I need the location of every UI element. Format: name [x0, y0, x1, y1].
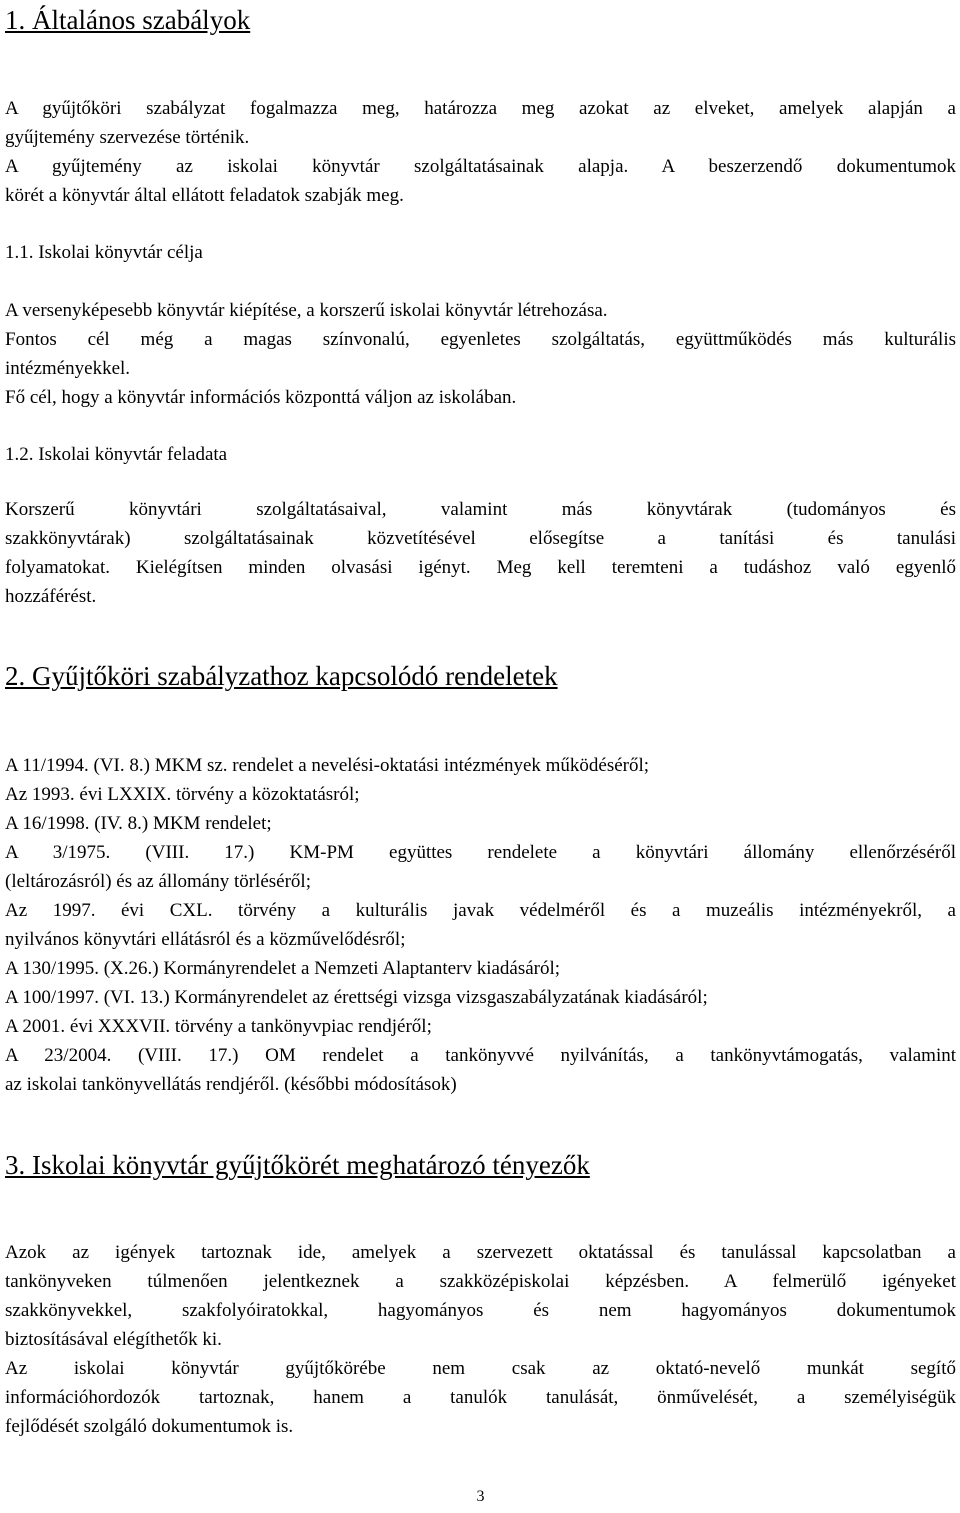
- document-page: [5, 0, 956, 1513]
- regulation-line: A 11/1994. (VI. 8.) MKM sz. rendelet a nevelési-oktatási intézmények működéséről;: [5, 755, 650, 776]
- regulation-line: A 130/1995. (X.26.) Kormányrendelet a Nemzeti Alaptanterv kiadásáról;: [5, 958, 561, 979]
- regulation-line: A 16/1998. (IV. 8.) MKM rendelet;: [5, 813, 272, 834]
- intro-line-3: A gyűjtemény az iskolai könyvtár szolgáltatásainak alapja. A beszerzendő dokumentumok: [5, 156, 956, 177]
- page-number: 3: [476, 1488, 485, 1505]
- sub1-line-4: Fő cél, hogy a könyvtár információs központtá váljon az iskolában.: [5, 387, 517, 408]
- subsection-1-1-body: [5, 296, 956, 412]
- regulation-line: A 100/1997. (VI. 13.) Kormányrendelet az érettségi vizsga vizsgaszabályzatának kiadásáról;: [5, 987, 708, 1008]
- regulation-line: A 2001. évi XXXVII. törvény a tankönyvpiac rendjéről;: [5, 1016, 432, 1037]
- sub2-line-2: szakkönyvtárak) szolgáltatásainak közvetítésével elősegítse a tanítási és tanulási: [5, 528, 956, 549]
- sub2-line-1: Korszerű könyvtári szolgáltatásaival, valamint más könyvtárak (tudományos és: [5, 499, 956, 520]
- sec3-line-3: szakkönyvekkel, szakfolyóiratokkal, hagyományos és nem hagyományos dokumentumok: [5, 1300, 956, 1321]
- sub1-line-2: Fontos cél még a magas színvonalú, egyenletes szolgáltatás, együttműködés más kulturális: [5, 329, 956, 350]
- sub1-line-3: intézményekkel.: [5, 358, 131, 379]
- section-3-heading: 3. Iskolai könyvtár gyűjtőkörét meghatározó tényezők: [5, 1150, 590, 1180]
- section-3-body: [5, 1238, 956, 1441]
- sec3-line-1: Azok az igények tartoznak ide, amelyek a szervezett oktatással és tanulással kapcsolatban a: [5, 1242, 956, 1263]
- sub2-line-4: hozzáférést.: [5, 586, 97, 607]
- regulation-line: az iskolai tankönyvellátás rendjéről. (későbbi módosítások): [5, 1074, 457, 1095]
- regulation-line: A 3/1975. (VIII. 17.) KM-PM együttes rendelete a könyvtári állomány ellenőrzéséről: [5, 842, 956, 863]
- regulation-line: Az 1997. évi CXL. törvény a kulturális javak védelméről és a muzeális intézményekről, a: [5, 900, 956, 921]
- subsection-1-1-heading: 1.1. Iskolai könyvtár célja: [5, 242, 203, 263]
- sec3-line-7: fejlődését szolgáló dokumentumok is.: [5, 1416, 294, 1437]
- sec3-line-2: tankönyveken túlmenően jelentkeznek a szakközépiskolai képzésben. A felmerülő igényeket: [5, 1271, 956, 1292]
- sub2-line-3: folyamatokat. Kielégítsen minden olvasási igényt. Meg kell teremteni a tudáshoz való egyenlő: [5, 557, 956, 578]
- sub1-line-1: A versenyképesebb könyvtár kiépítése, a korszerű iskolai könyvtár létrehozása.: [5, 300, 608, 321]
- intro-line-2: gyűjtemény szervezése történik.: [5, 127, 250, 148]
- intro-line-4: körét a könyvtár által ellátott feladatok szabják meg.: [5, 185, 404, 206]
- section-1-intro: [5, 94, 956, 210]
- regulation-line: A 23/2004. (VIII. 17.) OM rendelet a tankönyvvé nyilvánítás, a tankönyvtámogatás, valamint: [5, 1045, 956, 1066]
- regulation-line: Az 1993. évi LXXIX. törvény a közoktatásról;: [5, 784, 360, 805]
- section-1-heading: 1. Általános szabályok: [5, 5, 251, 35]
- subsection-1-2-body: [5, 495, 956, 611]
- intro-line-1: A gyűjtőköri szabályzat fogalmazza meg, határozza meg azokat az elveket, amelyek alapján a: [5, 98, 956, 119]
- sec3-line-5: Az iskolai könyvtár gyűjtőkörébe nem csak az oktató-nevelő munkát segítő: [5, 1358, 956, 1379]
- regulations-list: [5, 751, 956, 1099]
- section-2-heading: 2. Gyűjtőköri szabályzathoz kapcsolódó rendeletek: [5, 661, 558, 691]
- regulation-line: nyilvános könyvtári ellátásról és a közművelődésről;: [5, 929, 406, 950]
- sec3-line-6: információhordozók tartoznak, hanem a tanulók tanulását, önművelését, a személyiségük: [5, 1387, 956, 1408]
- subsection-1-2-heading: 1.2. Iskolai könyvtár feladata: [5, 444, 228, 465]
- sec3-line-4: biztosításával elégíthetők ki.: [5, 1329, 222, 1350]
- regulation-line: (leltározásról) és az állomány törléséről;: [5, 871, 311, 892]
